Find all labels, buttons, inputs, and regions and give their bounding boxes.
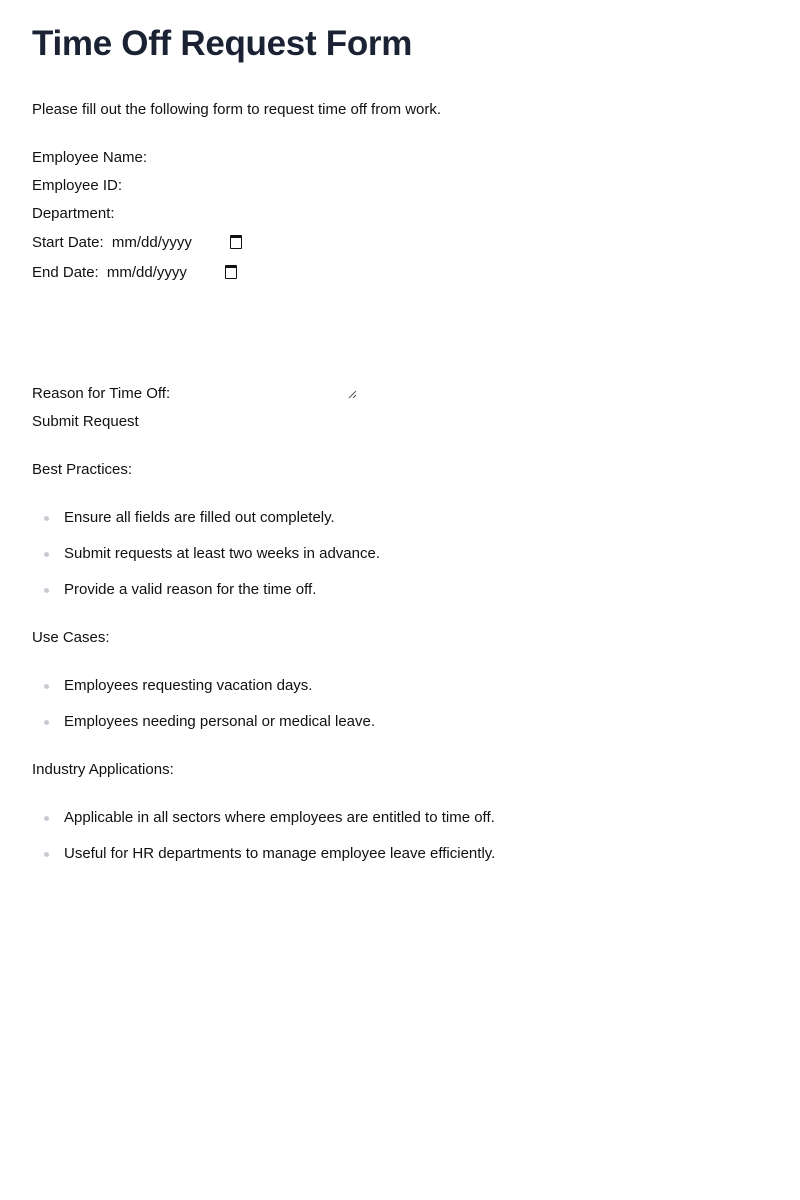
list-item-text: Applicable in all sectors where employees are entitled to time off. bbox=[64, 809, 495, 826]
employee-id-label: Employee ID: bbox=[32, 177, 123, 194]
list-item bbox=[32, 580, 380, 616]
start-date-row bbox=[32, 233, 242, 253]
list-item-text: Ensure all fields are filled out completely. bbox=[64, 509, 335, 526]
list-item bbox=[32, 712, 375, 748]
list-item-text: Submit requests at least two weeks in advance. bbox=[64, 545, 380, 562]
calendar-icon[interactable] bbox=[230, 235, 242, 249]
intro-text: Please fill out the following form to request time off from work. bbox=[32, 101, 442, 118]
department-label: Department: bbox=[32, 205, 115, 222]
reason-label: Reason for Time Off: bbox=[32, 385, 171, 402]
industry-applications-heading: Industry Applications: bbox=[32, 761, 174, 778]
list-item-text: Employees requesting vacation days. bbox=[64, 677, 313, 694]
best-practices-heading: Best Practices: bbox=[32, 461, 133, 478]
calendar-icon[interactable] bbox=[225, 265, 237, 279]
end-date-row bbox=[32, 263, 237, 283]
use-cases-list bbox=[32, 676, 375, 748]
bullet-dot-icon bbox=[44, 588, 49, 593]
bullet-dot-icon bbox=[44, 684, 49, 689]
use-cases-heading: Use Cases: bbox=[32, 629, 110, 646]
list-item-text: Useful for HR departments to manage employee leave efficiently. bbox=[64, 845, 496, 862]
employee-id-row bbox=[32, 176, 122, 196]
bullet-dot-icon bbox=[44, 852, 49, 857]
end-date-placeholder: mm/dd/yyyy bbox=[106, 264, 187, 281]
start-date-input[interactable] bbox=[112, 233, 242, 253]
industry-applications-list bbox=[32, 808, 495, 880]
submit-row bbox=[32, 412, 139, 432]
list-item bbox=[32, 508, 380, 544]
list-item bbox=[32, 808, 495, 844]
reason-row bbox=[32, 384, 170, 404]
end-date-label: End Date: bbox=[32, 264, 99, 281]
page-title: Time Off Request Form bbox=[32, 24, 413, 63]
bullet-dot-icon bbox=[44, 516, 49, 521]
best-practices-list bbox=[32, 508, 380, 616]
employee-name-label: Employee Name: bbox=[32, 149, 148, 166]
start-date-label: Start Date: bbox=[32, 234, 104, 251]
department-row bbox=[32, 204, 115, 224]
list-item bbox=[32, 544, 380, 580]
list-item bbox=[32, 844, 495, 880]
list-item-text: Provide a valid reason for the time off. bbox=[64, 581, 317, 598]
bullet-dot-icon bbox=[44, 720, 49, 725]
start-date-placeholder: mm/dd/yyyy bbox=[111, 234, 192, 251]
bullet-dot-icon bbox=[44, 552, 49, 557]
resize-handle-icon[interactable] bbox=[348, 390, 357, 399]
end-date-input[interactable] bbox=[107, 263, 237, 283]
bullet-dot-icon bbox=[44, 816, 49, 821]
list-item bbox=[32, 676, 375, 712]
submit-request-button[interactable]: Submit Request bbox=[32, 413, 139, 430]
list-item-text: Employees needing personal or medical leave. bbox=[64, 713, 376, 730]
employee-name-row bbox=[32, 148, 147, 168]
